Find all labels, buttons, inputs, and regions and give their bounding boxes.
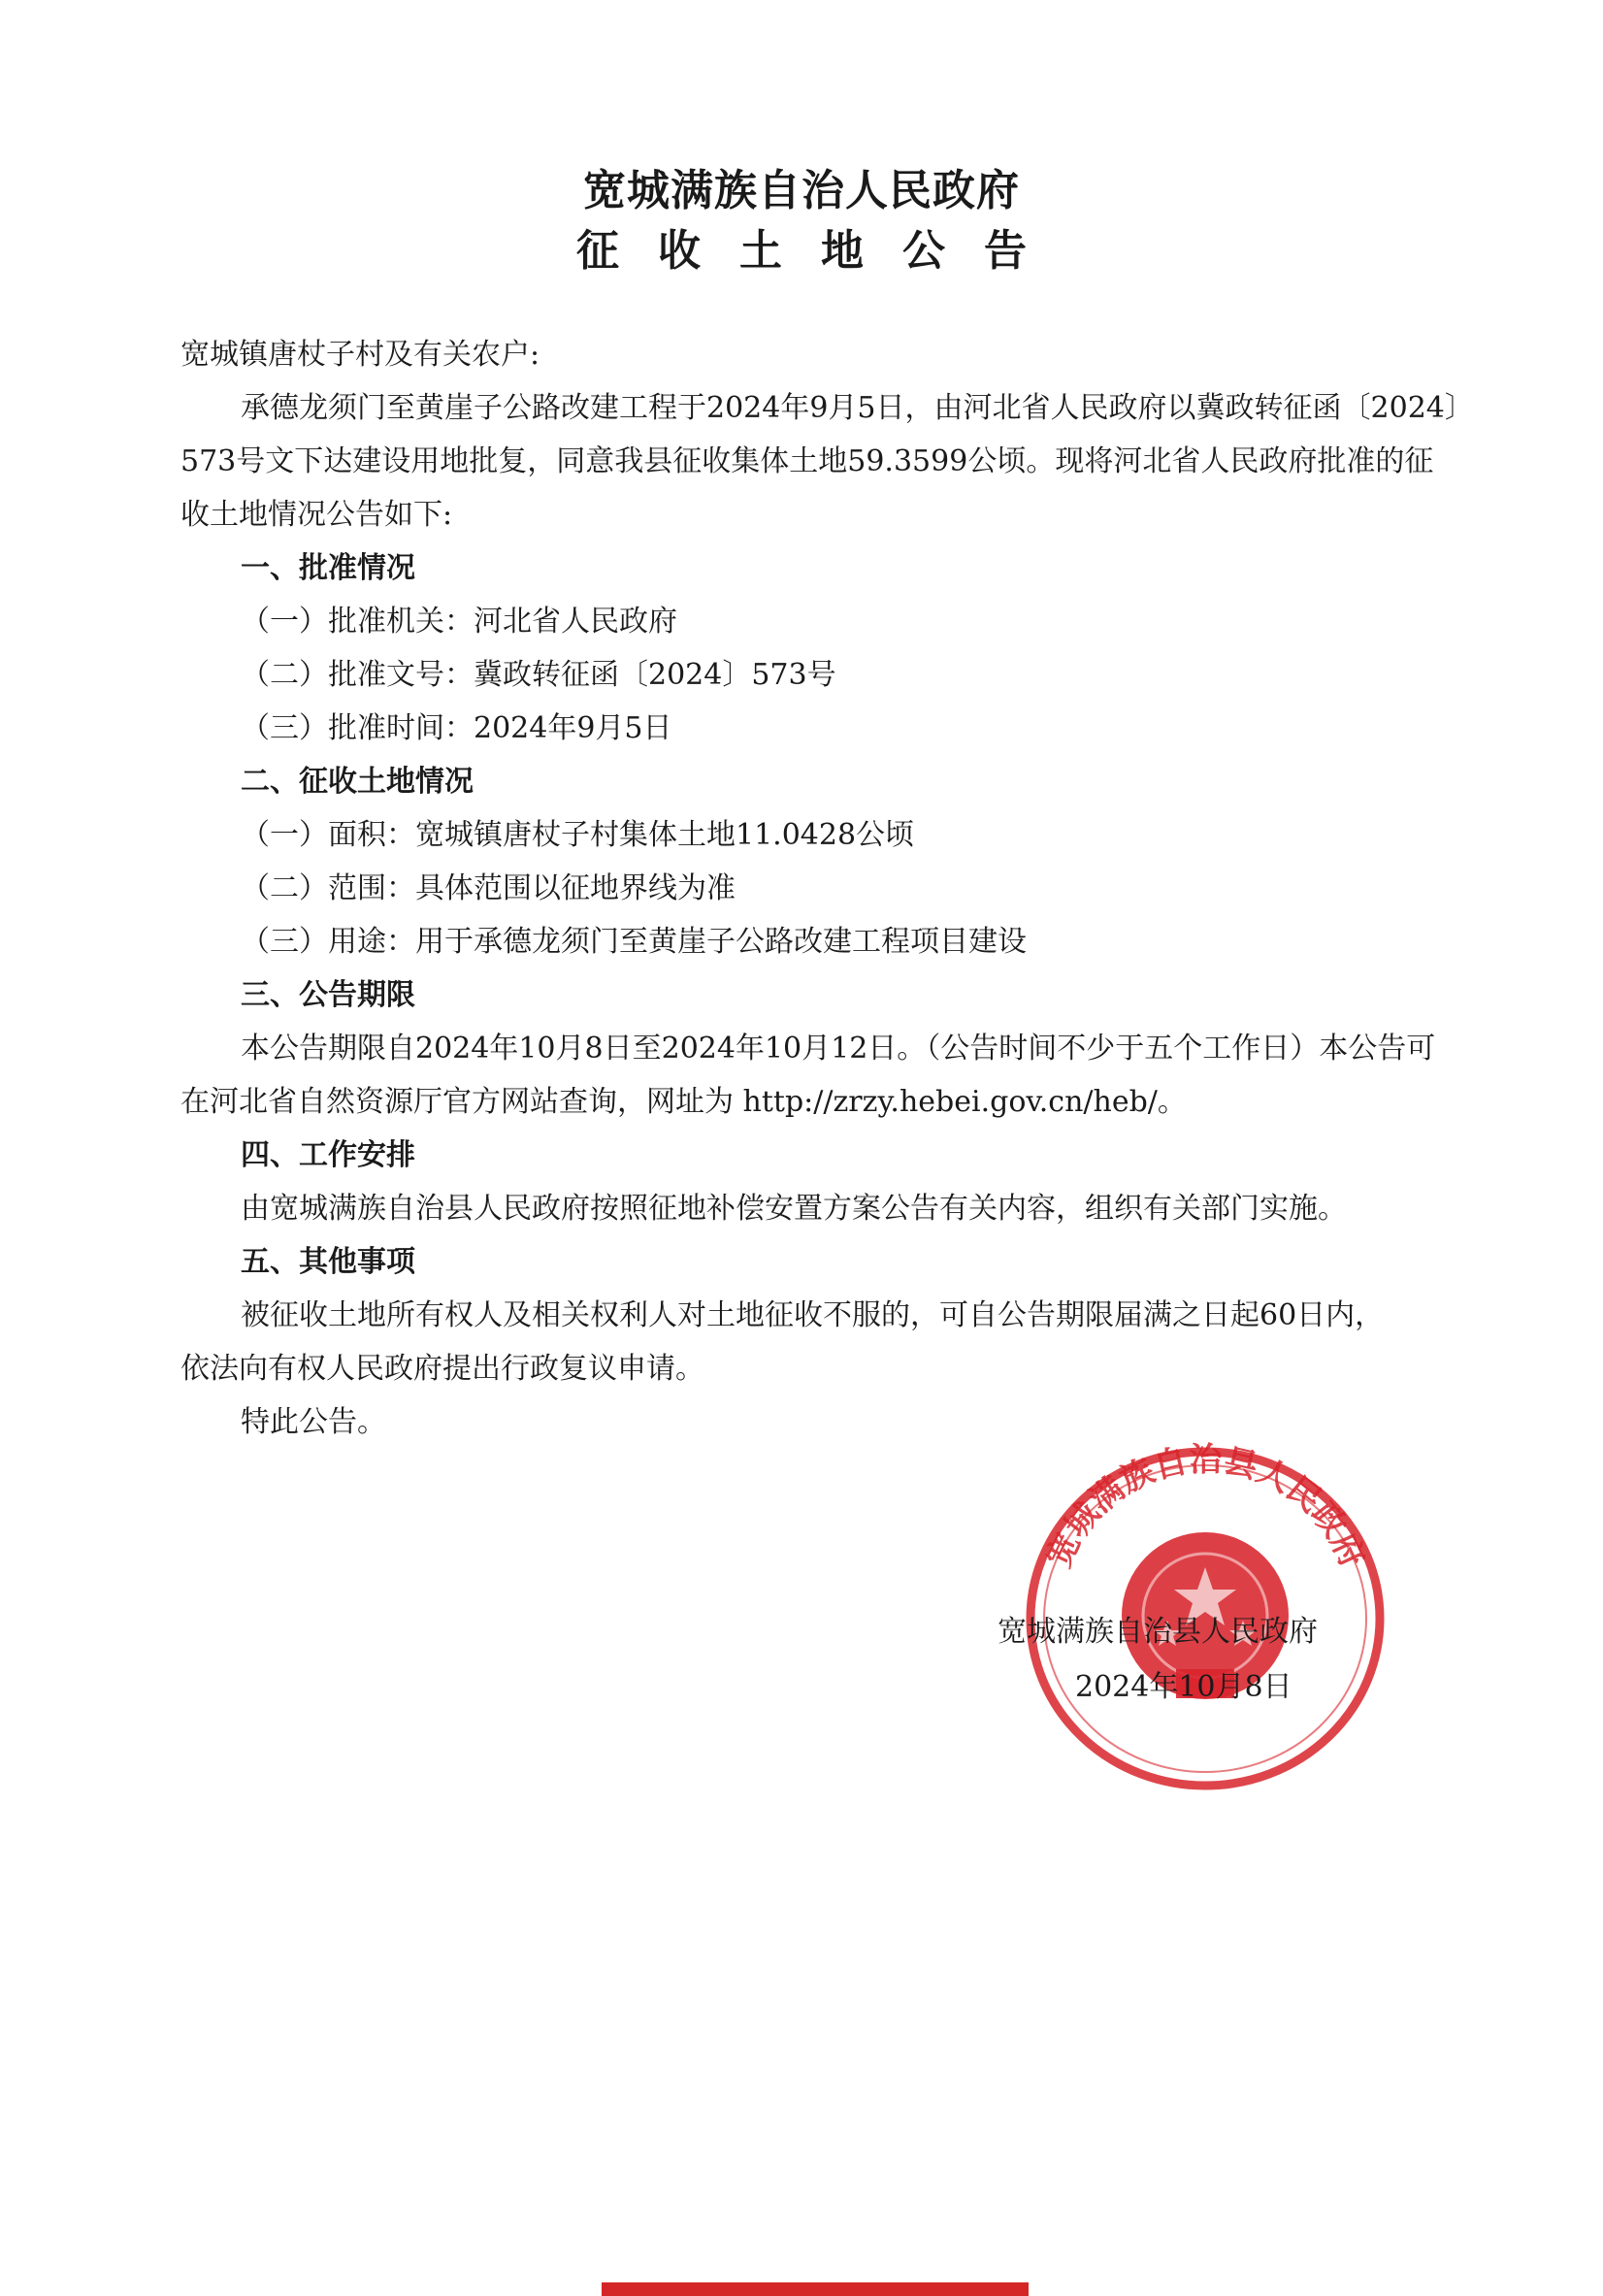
section-4-line-1: 由宽城满族自治县人民政府按照征地补偿安置方案公告有关内容，组织有关部门实施。 — [241, 1192, 1347, 1226]
section-5-line-1: 被征收土地所有权人及相关权利人对土地征收不服的，可自公告期限届满之日起60日内， — [241, 1298, 1385, 1332]
intro-line-2: 573号文下达建设用地批复，同意我县征收集体土地59.3599公顷。现将河北省人民政府批准的征 — [180, 444, 1434, 478]
issuer-signature: 宽城满族自治县人民政府 — [998, 1615, 1318, 1649]
section-5-heading: 五、其他事项 — [241, 1245, 415, 1279]
section-1-item-1: （一）批准机关：河北省人民政府 — [241, 605, 677, 639]
section-3-heading: 三、公告期限 — [241, 978, 415, 1012]
intro-line-3: 收土地情况公告如下: — [180, 498, 453, 532]
section-2-item-1: （一）面积：宽城镇唐杖子村集体土地11.0428公顷 — [241, 818, 915, 852]
section-1-item-3: （三）批准时间：2024年9月5日 — [241, 711, 672, 745]
section-1-heading: 一、批准情况 — [241, 551, 415, 585]
section-2-item-2: （二）范围：具体范围以征地界线为准 — [241, 871, 736, 905]
section-2-item-3: （三）用途：用于承德龙须门至黄崖子公路改建工程项目建设 — [241, 925, 1027, 959]
document-subtitle: 征收土地公告 — [576, 226, 1065, 276]
section-2-heading: 二、征收土地情况 — [241, 765, 474, 799]
intro-line-1: 承德龙须门至黄崖子公路改建工程于2024年9月5日，由河北省人民政府以冀政转征函〔2024〕 — [241, 391, 1474, 425]
addressee: 宽城镇唐杖子村及有关农户: — [180, 338, 540, 372]
seal-text: 宽城满族自治县人民政府 — [1039, 1440, 1372, 1574]
page-bottom-mark — [602, 2282, 1029, 2296]
document-title: 宽城满族自治人民政府 — [583, 166, 1020, 215]
document-body — [180, 328, 1474, 1449]
closing-text: 特此公告。 — [241, 1405, 386, 1439]
section-3-line-1: 本公告期限自2024年10月8日至2024年10月12日。（公告时间不少于五个工作日）本公告可 — [241, 1032, 1436, 1066]
issue-date: 2024年10月8日 — [1075, 1670, 1292, 1704]
section-4-heading: 四、工作安排 — [241, 1138, 415, 1172]
section-1-item-2: （二）批准文号：冀政转征函〔2024〕573号 — [241, 658, 836, 692]
section-3-line-2: 在河北省自然资源厅官方网站查询，网址为 http://zrzy.hebei.gov.cn/heb/。 — [180, 1085, 1187, 1119]
section-5-line-2: 依法向有权人民政府提出行政复议申请。 — [180, 1352, 704, 1386]
